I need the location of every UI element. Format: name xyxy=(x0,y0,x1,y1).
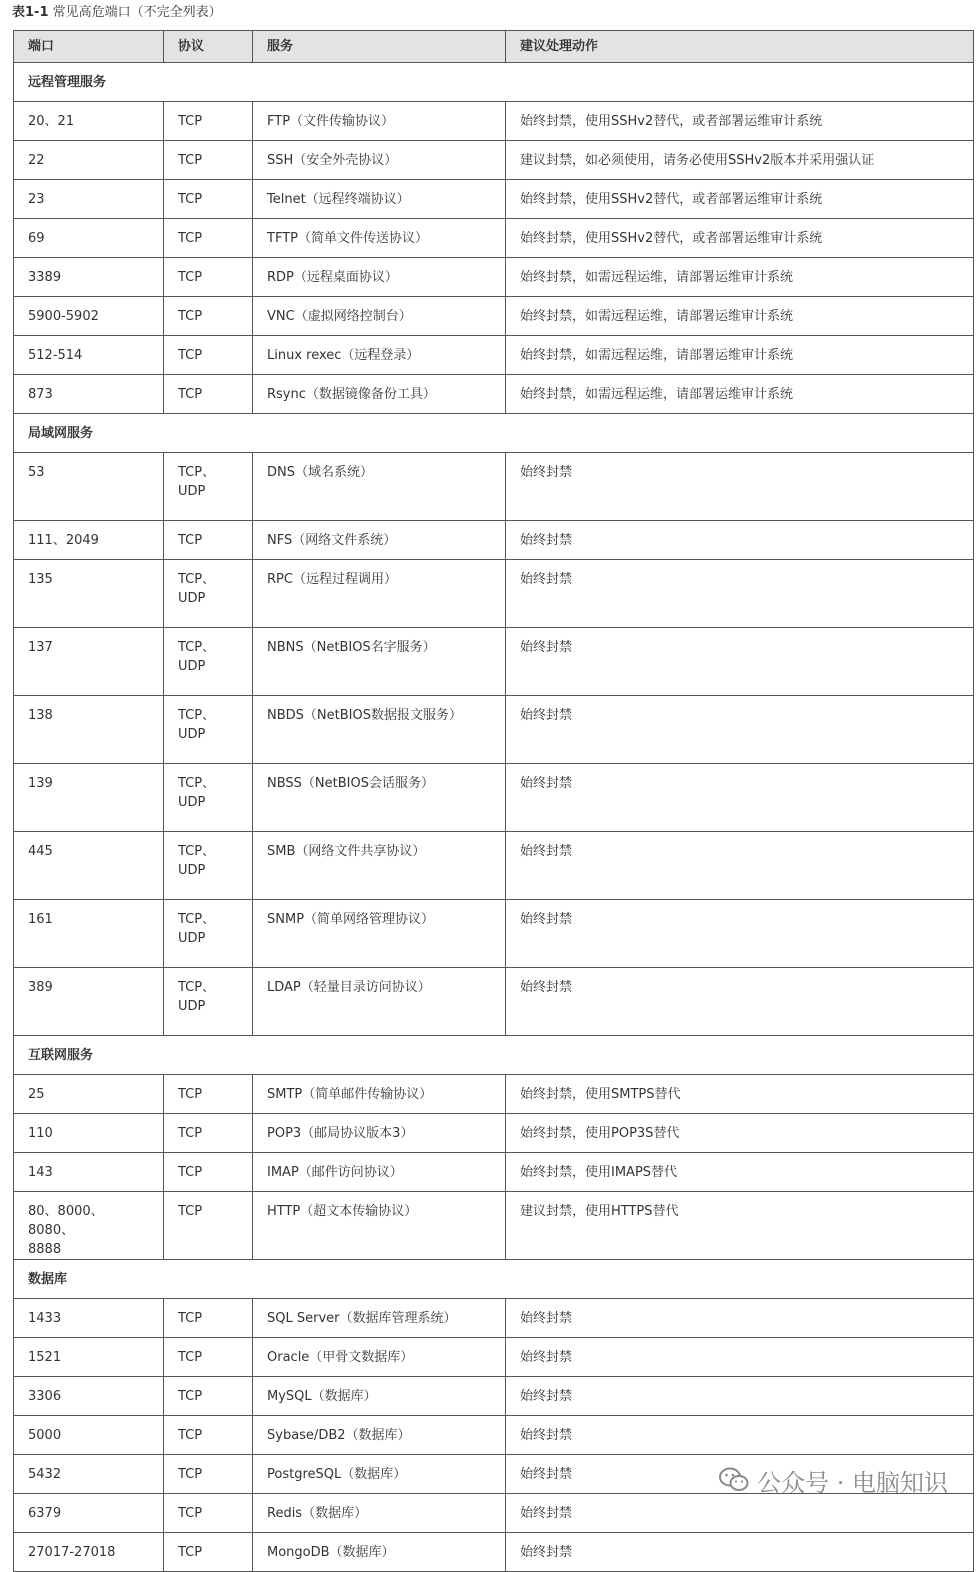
port-cell: 22 xyxy=(14,141,164,180)
action-cell: 始终封禁 xyxy=(506,1455,974,1494)
protocol-cell: TCP xyxy=(164,258,253,297)
protocol-cell: TCP、 UDP xyxy=(164,696,253,764)
table-row xyxy=(14,628,974,696)
group-title: 远程管理服务 xyxy=(14,63,974,102)
action-cell: 始终封禁，如需远程运维，请部署运维审计系统 xyxy=(506,375,974,414)
protocol-cell: TCP xyxy=(164,1377,253,1416)
table-row xyxy=(14,1377,974,1416)
service-cell: IMAP（邮件访问协议） xyxy=(253,1153,506,1192)
service-cell: Telnet（远程终端协议） xyxy=(253,180,506,219)
table-row xyxy=(14,297,974,336)
table-caption xyxy=(12,4,222,22)
table-row xyxy=(14,258,974,297)
service-cell: Oracle（甲骨文数据库） xyxy=(253,1338,506,1377)
port-cell: 135 xyxy=(14,560,164,628)
group-title: 数据库 xyxy=(14,1260,974,1299)
caption-title: 常见高危端口（不完全列表） xyxy=(48,5,222,20)
action-cell: 始终封禁 xyxy=(506,1377,974,1416)
table-row xyxy=(14,180,974,219)
table-row xyxy=(14,141,974,180)
protocol-cell: TCP、 UDP xyxy=(164,628,253,696)
protocol-cell: TCP xyxy=(164,1299,253,1338)
action-cell: 始终封禁，使用SSHv2替代，或者部署运维审计系统 xyxy=(506,102,974,141)
protocol-cell: TCP xyxy=(164,297,253,336)
service-cell: NBSS（NetBIOS会话服务） xyxy=(253,764,506,832)
port-cell: 1433 xyxy=(14,1299,164,1338)
table-row xyxy=(14,1153,974,1192)
port-cell: 6379 xyxy=(14,1494,164,1533)
service-cell: Linux rexec（远程登录） xyxy=(253,336,506,375)
service-cell: PostgreSQL（数据库） xyxy=(253,1455,506,1494)
table-row xyxy=(14,1075,974,1114)
service-cell: NBDS（NetBIOS数据报文服务） xyxy=(253,696,506,764)
high-risk-ports-table xyxy=(13,30,974,1572)
port-cell: 111、2049 xyxy=(14,521,164,560)
table-row xyxy=(14,1533,974,1572)
action-cell: 始终封禁，如需远程运维，请部署运维审计系统 xyxy=(506,258,974,297)
port-cell: 110 xyxy=(14,1114,164,1153)
service-cell: HTTP（超文本传输协议） xyxy=(253,1192,506,1260)
service-cell: Sybase/DB2（数据库） xyxy=(253,1416,506,1455)
action-cell: 始终封禁 xyxy=(506,1416,974,1455)
action-cell: 始终封禁，如需远程运维，请部署运维审计系统 xyxy=(506,297,974,336)
port-cell: 3306 xyxy=(14,1377,164,1416)
service-cell: SSH（安全外壳协议） xyxy=(253,141,506,180)
header-port: 端口 xyxy=(14,31,164,63)
table-row xyxy=(14,968,974,1036)
port-cell: 69 xyxy=(14,219,164,258)
table-row xyxy=(14,560,974,628)
table-row xyxy=(14,1114,974,1153)
action-cell: 建议封禁，使用HTTPS替代 xyxy=(506,1192,974,1260)
header-service: 服务 xyxy=(253,31,506,63)
port-cell: 137 xyxy=(14,628,164,696)
action-cell: 始终封禁 xyxy=(506,1533,974,1572)
action-cell: 始终封禁，如需远程运维，请部署运维审计系统 xyxy=(506,336,974,375)
protocol-cell: TCP、 UDP xyxy=(164,900,253,968)
protocol-cell: TCP、 UDP xyxy=(164,832,253,900)
port-cell: 23 xyxy=(14,180,164,219)
service-cell: VNC（虚拟网络控制台） xyxy=(253,297,506,336)
table-row xyxy=(14,1416,974,1455)
port-cell: 873 xyxy=(14,375,164,414)
action-cell: 始终封禁 xyxy=(506,1338,974,1377)
wechat-icon xyxy=(719,1467,749,1493)
action-cell: 始终封禁 xyxy=(506,1299,974,1338)
port-cell: 27017-27018 xyxy=(14,1533,164,1572)
header-protocol: 协议 xyxy=(164,31,253,63)
protocol-cell: TCP xyxy=(164,102,253,141)
protocol-cell: TCP xyxy=(164,1455,253,1494)
table-row xyxy=(14,832,974,900)
table-row xyxy=(14,336,974,375)
group-title: 局域网服务 xyxy=(14,414,974,453)
header-row xyxy=(14,31,974,63)
table-row xyxy=(14,453,974,521)
service-cell: SNMP（简单网络管理协议） xyxy=(253,900,506,968)
table-row xyxy=(14,900,974,968)
header-action: 建议处理动作 xyxy=(506,31,974,63)
protocol-cell: TCP xyxy=(164,521,253,560)
protocol-cell: TCP xyxy=(164,141,253,180)
table-row xyxy=(14,375,974,414)
protocol-cell: TCP、 UDP xyxy=(164,560,253,628)
action-cell: 始终封禁 xyxy=(506,900,974,968)
action-cell: 始终封禁 xyxy=(506,764,974,832)
protocol-cell: TCP xyxy=(164,1494,253,1533)
action-cell: 始终封禁 xyxy=(506,1494,974,1533)
action-cell: 始终封禁 xyxy=(506,832,974,900)
action-cell: 始终封禁，使用SSHv2替代，或者部署运维审计系统 xyxy=(506,219,974,258)
action-cell: 始终封禁，使用IMAPS替代 xyxy=(506,1153,974,1192)
service-cell: POP3（邮局协议版本3） xyxy=(253,1114,506,1153)
port-cell: 143 xyxy=(14,1153,164,1192)
action-cell: 建议封禁，如必须使用，请务必使用SSHv2版本并采用强认证 xyxy=(506,141,974,180)
service-cell: Rsync（数据镜像备份工具） xyxy=(253,375,506,414)
protocol-cell: TCP、 UDP xyxy=(164,968,253,1036)
table-row xyxy=(14,1494,974,1533)
protocol-cell: TCP xyxy=(164,1416,253,1455)
action-cell: 始终封禁，使用SMTPS替代 xyxy=(506,1075,974,1114)
port-cell: 5900-5902 xyxy=(14,297,164,336)
protocol-cell: TCP xyxy=(164,1192,253,1260)
action-cell: 始终封禁，使用POP3S替代 xyxy=(506,1114,974,1153)
watermark xyxy=(719,1462,948,1498)
caption-number: 表1-1 xyxy=(12,5,49,20)
service-cell: MySQL（数据库） xyxy=(253,1377,506,1416)
port-cell: 80、8000、8080、 8888 xyxy=(14,1192,164,1260)
protocol-cell: TCP、 UDP xyxy=(164,764,253,832)
action-cell: 始终封禁 xyxy=(506,560,974,628)
service-cell: SMTP（简单邮件传输协议） xyxy=(253,1075,506,1114)
port-cell: 5432 xyxy=(14,1455,164,1494)
service-cell: SQL Server（数据库管理系统） xyxy=(253,1299,506,1338)
table-row xyxy=(14,764,974,832)
table-row xyxy=(14,1338,974,1377)
service-cell: MongoDB（数据库） xyxy=(253,1533,506,1572)
table-row xyxy=(14,1299,974,1338)
protocol-cell: TCP xyxy=(164,180,253,219)
port-cell: 3389 xyxy=(14,258,164,297)
protocol-cell: TCP xyxy=(164,1075,253,1114)
service-cell: RPC（远程过程调用） xyxy=(253,560,506,628)
table-row xyxy=(14,219,974,258)
table-row xyxy=(14,521,974,560)
service-cell: SMB（网络文件共享协议） xyxy=(253,832,506,900)
protocol-cell: TCP xyxy=(164,1533,253,1572)
port-cell: 138 xyxy=(14,696,164,764)
group-row xyxy=(14,1036,974,1075)
service-cell: FTP（文件传输协议） xyxy=(253,102,506,141)
protocol-cell: TCP xyxy=(164,375,253,414)
service-cell: RDP（远程桌面协议） xyxy=(253,258,506,297)
service-cell: Redis（数据库） xyxy=(253,1494,506,1533)
port-cell: 1521 xyxy=(14,1338,164,1377)
port-cell: 445 xyxy=(14,832,164,900)
action-cell: 始终封禁 xyxy=(506,696,974,764)
port-cell: 512-514 xyxy=(14,336,164,375)
group-row xyxy=(14,63,974,102)
protocol-cell: TCP xyxy=(164,336,253,375)
port-cell: 5000 xyxy=(14,1416,164,1455)
port-cell: 20、21 xyxy=(14,102,164,141)
action-cell: 始终封禁，使用SSHv2替代，或者部署运维审计系统 xyxy=(506,180,974,219)
service-cell: NBNS（NetBIOS名字服务） xyxy=(253,628,506,696)
service-cell: LDAP（轻量目录访问协议） xyxy=(253,968,506,1036)
group-row xyxy=(14,414,974,453)
protocol-cell: TCP、 UDP xyxy=(164,453,253,521)
group-row xyxy=(14,1260,974,1299)
table-row xyxy=(14,1192,974,1260)
table-row xyxy=(14,696,974,764)
action-cell: 始终封禁 xyxy=(506,628,974,696)
protocol-cell: TCP xyxy=(164,1153,253,1192)
port-cell: 389 xyxy=(14,968,164,1036)
protocol-cell: TCP xyxy=(164,219,253,258)
protocol-cell: TCP xyxy=(164,1338,253,1377)
group-title: 互联网服务 xyxy=(14,1036,974,1075)
protocol-cell: TCP xyxy=(164,1114,253,1153)
port-cell: 25 xyxy=(14,1075,164,1114)
port-cell: 161 xyxy=(14,900,164,968)
service-cell: NFS（网络文件系统） xyxy=(253,521,506,560)
action-cell: 始终封禁 xyxy=(506,968,974,1036)
port-cell: 139 xyxy=(14,764,164,832)
watermark-text: 公众号 · 电脑知识 xyxy=(757,1468,948,1497)
table-row xyxy=(14,102,974,141)
action-cell: 始终封禁 xyxy=(506,521,974,560)
action-cell: 始终封禁 xyxy=(506,453,974,521)
table-body xyxy=(14,63,974,1572)
service-cell: DNS（域名系统） xyxy=(253,453,506,521)
service-cell: TFTP（简单文件传送协议） xyxy=(253,219,506,258)
port-cell: 53 xyxy=(14,453,164,521)
